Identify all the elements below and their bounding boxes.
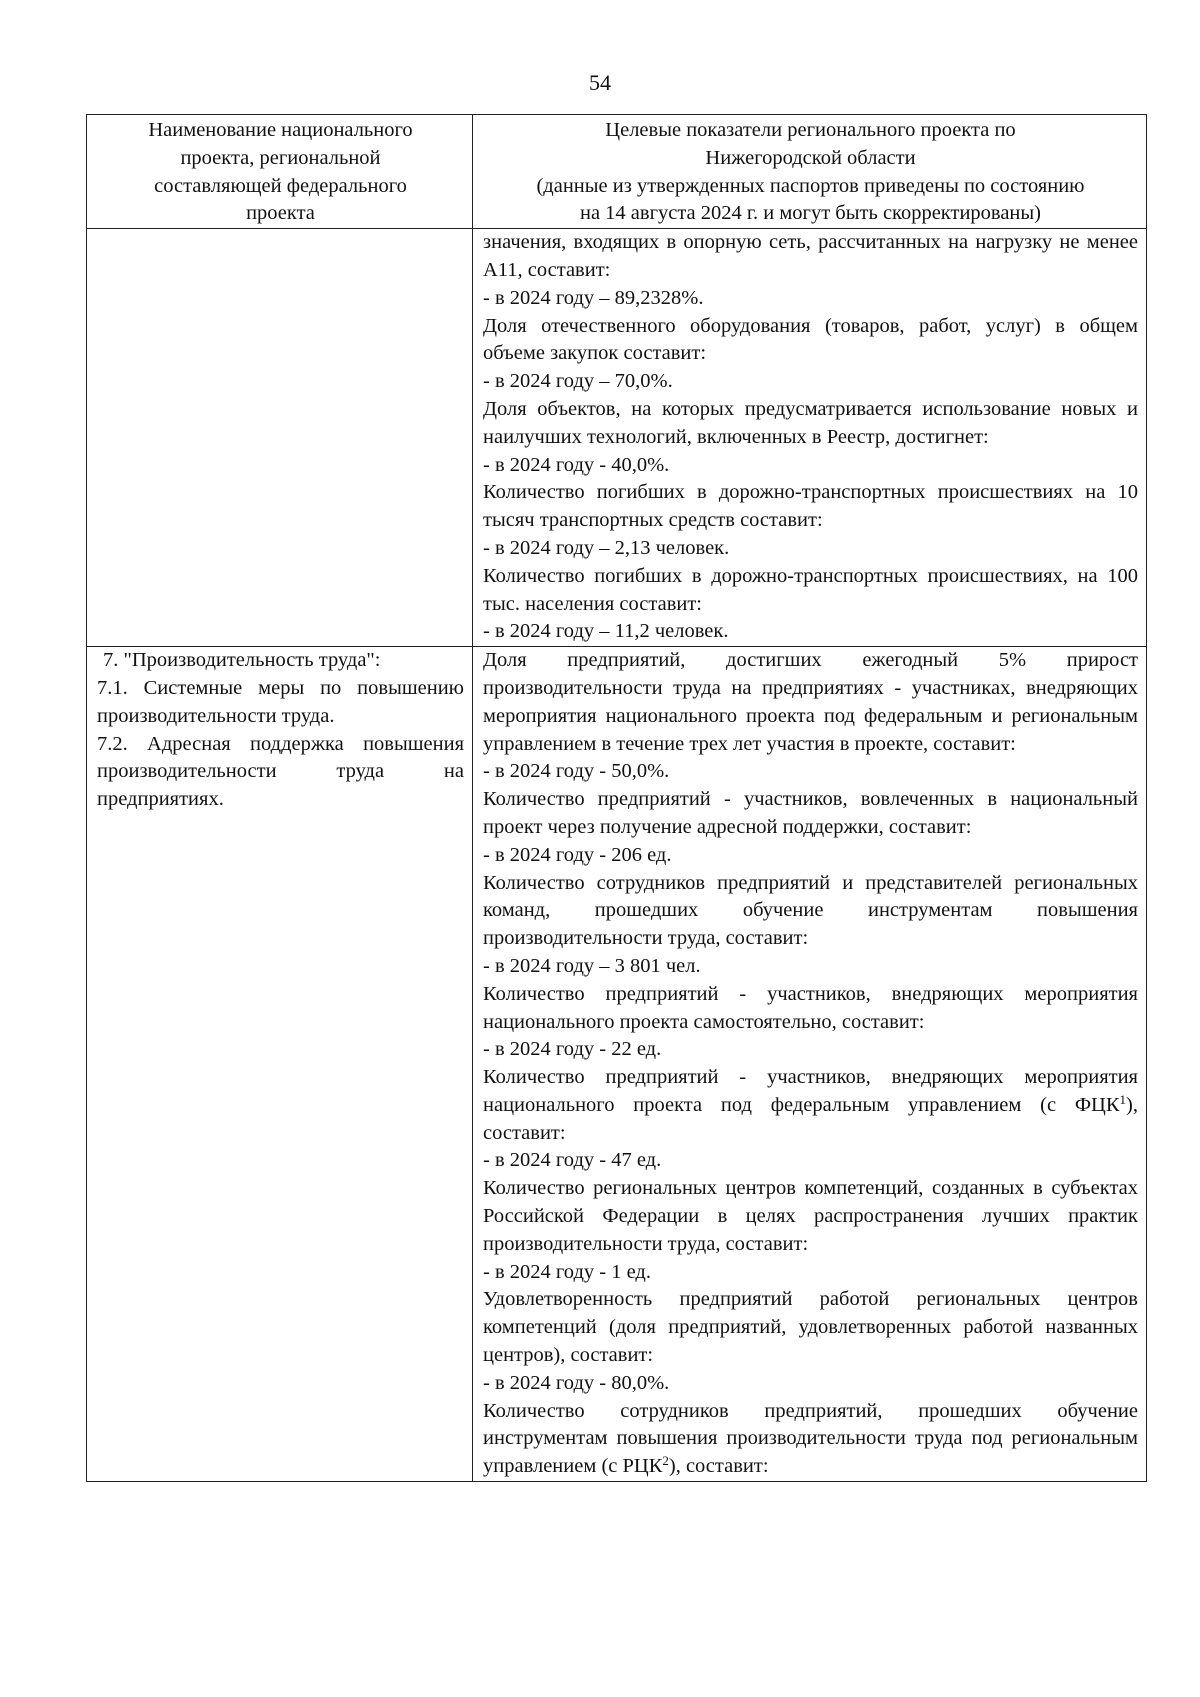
indicator-text: Удовлетворенность предприятий работой региональных центров компетенций (доля предприятий, удовлетворенных работой названных центров), составит: <box>483 1288 1138 1367</box>
indicator-value: - в 2024 году - 80,0%. <box>483 1371 670 1394</box>
indicator-text: Доля предприятий, достигших ежегодный 5% прирост производительности труда на предприятиях - участниках, внедряющих мероприятия национального проекта под федеральным и региональным управлением в течение трех лет участия в проекте, составит: <box>483 649 1138 755</box>
indicator-text: Количество сотрудников предприятий и представителей региональных команд, прошедших обучение инструментам повышения производительности труда, составит: <box>483 871 1138 950</box>
table-row <box>87 647 1147 1482</box>
row2-project-cell <box>87 647 473 1482</box>
project-item: 7.2. Адресная поддержка повышения производительности труда на предприятиях. <box>97 732 464 811</box>
page-number: 54 <box>589 70 611 95</box>
indicator-text: Количество региональных центров компетенций, созданных в субъектах Российской Федерации в целях распространения лучших практик производительности труда, составит: <box>483 1177 1138 1255</box>
targets-table <box>86 114 1147 1482</box>
header-col1-line: проекта, региональной <box>180 146 381 169</box>
indicator-value: - в 2024 году - 1 ед. <box>483 1260 651 1283</box>
table-row <box>87 229 1147 647</box>
indicator-text <box>483 1398 1138 1481</box>
indicator-text: Количество предприятий - участников, внедряющих мероприятия национального проекта самостоятельно, составит: <box>483 982 1138 1033</box>
indicator-text: Количество погибших в дорожно-транспортных происшествиях на 10 тысяч транспортных средств составит: <box>483 481 1138 532</box>
indicator-text: Доля объектов, на которых предусматривается использование новых и наилучших технологий, включенных в Реестр, достигнет: <box>483 397 1138 448</box>
indicator-text: значения, входящих в опорную сеть, рассчитанных на нагрузку не менее А11, составит: <box>483 231 1138 281</box>
indicator-value: - в 2024 году - 206 ед. <box>483 843 672 866</box>
indicator-value: - в 2024 году - 47 ед. <box>483 1149 662 1172</box>
project-item: 7.1. Системные меры по повышению производительности труда. <box>97 676 464 727</box>
indicator-value: - в 2024 году – 3 801 чел. <box>483 954 701 977</box>
indicator-text <box>483 1064 1138 1147</box>
footnote-ref: 2 <box>662 1453 669 1469</box>
indicator-text-part: Количество предприятий - участников, внедряющих мероприятия национального проекта под федеральным управлением (с ФЦК <box>483 1066 1138 1116</box>
indicator-value: - в 2024 году - 40,0%. <box>483 453 670 476</box>
row1-project-cell <box>87 229 473 647</box>
header-col1-line: проекта <box>246 202 315 225</box>
table-header-row <box>87 115 1147 229</box>
header-col1-line: Наименование национального <box>148 119 413 141</box>
header-col2-line: (данные из утвержденных паспортов приведены по состоянию <box>536 174 1085 197</box>
indicator-value: - в 2024 году – 70,0%. <box>483 370 673 393</box>
indicator-value: - в 2024 году - 22 ед. <box>483 1038 662 1061</box>
header-col2-line: на 14 августа 2024 г. и могут быть скорректированы) <box>579 202 1042 225</box>
indicator-text-part: Количество сотрудников предприятий, прошедших обучение инструментам повышения производительности труда под региональным управлением (с РЦК <box>483 1399 1138 1478</box>
indicator-text-part: ), составит: <box>483 1093 1138 1144</box>
indicator-value: - в 2024 году – 11,2 человек. <box>483 620 729 643</box>
indicator-text: Доля отечественного оборудования (товаров, работ, услуг) в общем объеме закупок составит: <box>483 314 1138 365</box>
header-col1-line: составляющей федерального <box>154 174 407 197</box>
header-project-name <box>87 115 473 229</box>
row2-indicators-cell <box>473 647 1147 1482</box>
footnote-ref: 1 <box>1119 1091 1127 1107</box>
indicator-value: - в 2024 году – 2,13 человек. <box>483 536 730 559</box>
project-title: 7. "Производительность труда": <box>103 649 381 672</box>
header-target-indicators <box>473 115 1147 229</box>
indicator-text-part: ), составит: <box>668 1455 769 1478</box>
indicator-text: Количество погибших в дорожно-транспортных происшествиях, на 100 тыс. населения составит: <box>483 564 1138 615</box>
row1-indicators-cell <box>473 229 1147 647</box>
indicator-text: Количество предприятий - участников, вовлеченных в национальный проект через получение адресной поддержки, составит: <box>483 788 1138 838</box>
indicator-value: - в 2024 году - 50,0%. <box>483 760 670 783</box>
indicator-value: - в 2024 году – 89,2328%. <box>483 286 704 309</box>
header-col2-line: Целевые показатели регионального проекта по <box>605 119 1016 141</box>
header-col2-line: Нижегородской области <box>705 146 916 169</box>
